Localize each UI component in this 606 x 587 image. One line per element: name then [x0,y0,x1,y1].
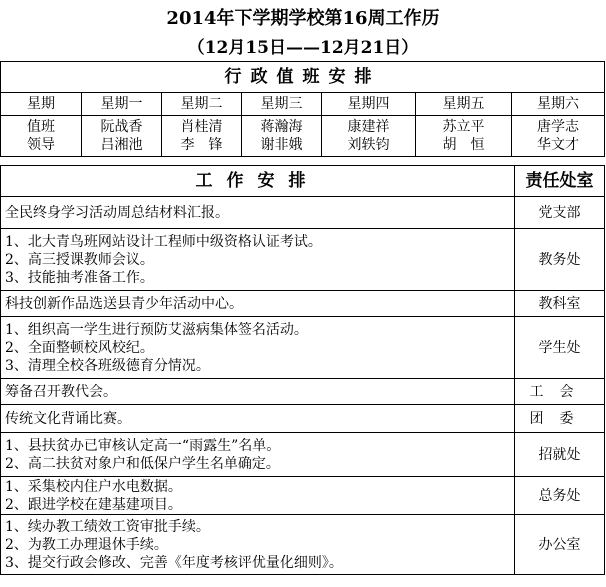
leaders-wed: 蒋瀚海 谢非娥 [242,116,322,157]
task-cell: 1、采集校内住户水电数据。 2、跟进学校在建基建项目。 [1,477,515,515]
duty-title-row [1,62,605,93]
dept-header: 责任处室 [515,166,605,197]
duty-row-label: 值班 领导 [1,116,82,157]
task-cell: 1、续办教工绩效工资审批手续。 2、为教工办理退休手续。 3、提交行政会修改、完善《年度考核评优量化细则》。 [1,515,515,575]
work-row-academic [1,229,605,291]
leaders-sat: 唐学志 华文才 [512,116,605,157]
day-header-corner: 星期 [1,93,82,116]
date-range: （12月15日——12月21日） [187,38,419,58]
leaders-mon: 阮战香 吕湘池 [82,116,162,157]
day-header-fri: 星期五 [416,93,512,116]
dept-cell: 总务处 [515,477,605,515]
duty-days-row [1,93,605,116]
dept-cell: 教务处 [515,229,605,291]
task-header: 工作安排 [1,166,515,197]
day-header-wed: 星期三 [242,93,322,116]
title-block [0,0,606,62]
work-table [0,165,605,575]
task-cell: 全民终身学习活动周总结材料汇报。 [1,197,515,229]
duty-leaders-row [1,116,605,157]
dept-cell: 招就处 [515,433,605,477]
work-row-office [1,515,605,575]
task-cell: 1、组织高一学生进行预防艾滋病集体签名活动。 2、全面整顿校风校纪。 3、清理全校各班级德育分情况。 [1,317,515,379]
work-header-row [1,166,605,197]
day-header-thu: 星期四 [322,93,416,116]
page-title: 2014年下学期学校第16周工作历 [166,8,440,29]
task-cell: 科技创新作品选送县青少年活动中心。 [1,291,515,317]
dept-cell: 办公室 [515,515,605,575]
task-cell: 1、北大青鸟班网站设计工程师中级资格认证考试。 2、高三授课教师会议。 3、技能抽考准备工作。 [1,229,515,291]
work-row-general-affairs [1,477,605,515]
task-cell: 筹备召开教代会。 [1,379,515,405]
task-cell: 传统文化背诵比赛。 [1,405,515,433]
day-header-tue: 星期二 [162,93,242,116]
dept-cell: 团委 [515,405,605,433]
work-row-union [1,379,605,405]
work-row-students [1,317,605,379]
work-row-league [1,405,605,433]
work-row-research [1,291,605,317]
dept-cell: 教科室 [515,291,605,317]
task-cell: 1、县扶贫办已审核认定高一“雨露生”名单。 2、高二扶贫对象户和低保户学生名单确定。 [1,433,515,477]
day-header-sat: 星期六 [512,93,605,116]
leaders-thu: 康建祥 刘轶钧 [322,116,416,157]
leaders-tue: 肖桂清 李 锋 [162,116,242,157]
work-row-employment [1,433,605,477]
dept-cell: 党支部 [515,197,605,229]
leaders-fri: 苏立平 胡 恒 [416,116,512,157]
day-header-mon: 星期一 [82,93,162,116]
duty-table [0,61,605,157]
dept-cell: 工会 [515,379,605,405]
dept-cell: 学生处 [515,317,605,379]
work-row-party [1,197,605,229]
duty-section-title: 行政值班安排 [1,62,605,93]
